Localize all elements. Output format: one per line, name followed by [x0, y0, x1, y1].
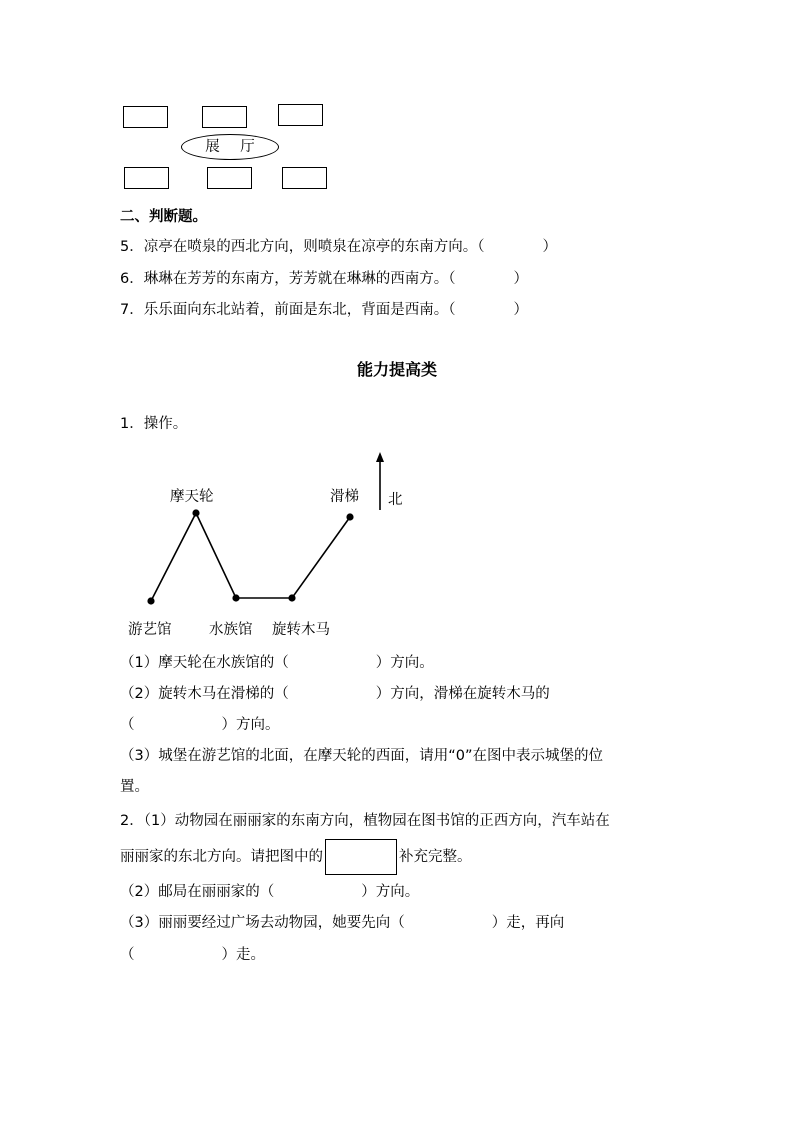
problem-2-q1-line1: 2．（1）动物园在丽丽家的东南方向，植物园在图书馆的正西方向，汽车站在 — [120, 813, 610, 829]
problem-1-title: 1．操作。 — [120, 416, 188, 432]
route-line — [151, 513, 350, 601]
problem-2-q1-line2 — [120, 838, 472, 876]
problem-1-q1: （1）摩天轮在水族馆的（ ）方向。 — [120, 655, 434, 671]
point-slide — [346, 513, 353, 520]
amusement-park-map — [0, 440, 794, 650]
question-6: 6．琳琳在芳芳的东南方，芳芳就在琳琳的西南方。（ ） — [120, 271, 528, 287]
label-carousel: 旋转木马 — [272, 622, 330, 638]
point-aquarium — [232, 594, 239, 601]
question-7: 7．乐乐面向东北站着，前面是东北，背面是西南。（ ） — [120, 302, 528, 318]
map-svg — [0, 440, 794, 650]
problem-1-q2-line2: （ ）方向。 — [120, 717, 280, 733]
section-title-judgment: 二、判断题。 — [120, 209, 207, 225]
exhibition-hall-oval: 展 厅 — [181, 134, 279, 160]
problem-1-q3-line1: （3）城堡在游艺馆的北面，在摩天轮的西面，请用“0”在图中表示城堡的位 — [120, 748, 603, 764]
problem-2-q3-line1: （3）丽丽要经过广场去动物园，她要先向（ ）走，再向 — [120, 915, 565, 931]
problem-1-q3-line2: 置。 — [120, 779, 149, 795]
problem-2-q1-text-after: 补充完整。 — [399, 849, 472, 865]
label-north: 北 — [388, 492, 403, 508]
north-arrow-icon — [376, 452, 384, 462]
problem-2-q1-text-before: 丽丽家的东北方向。请把图中的 — [120, 849, 323, 865]
problem-2-q3-line2: （ ）走。 — [120, 947, 265, 963]
blank-box-bottom-middle — [207, 167, 252, 189]
label-ferris-wheel: 摩天轮 — [170, 489, 214, 505]
blank-box-bottom-right — [282, 167, 327, 189]
point-ferris-wheel — [192, 509, 199, 516]
label-slide: 滑梯 — [330, 489, 359, 505]
blank-box-top-right — [278, 104, 323, 126]
question-5: 5．凉亭在喷泉的西北方向，则喷泉在凉亭的东南方向。（ ） — [120, 239, 557, 255]
point-arcade — [147, 597, 154, 604]
blank-box-top-left — [123, 106, 168, 128]
label-aquarium: 水族馆 — [209, 622, 253, 638]
blank-box-top-middle — [202, 106, 247, 128]
blank-box-bottom-left — [124, 167, 169, 189]
problem-2-q2: （2）邮局在丽丽家的（ ）方向。 — [120, 884, 420, 900]
problem-1-q2-line1: （2）旋转木马在滑梯的（ ）方向，滑梯在旋转木马的 — [120, 686, 550, 702]
blank-box-inline — [325, 839, 397, 875]
point-carousel — [288, 594, 295, 601]
label-arcade: 游艺馆 — [128, 622, 172, 638]
section-title-ability: 能力提高类 — [356, 360, 437, 379]
